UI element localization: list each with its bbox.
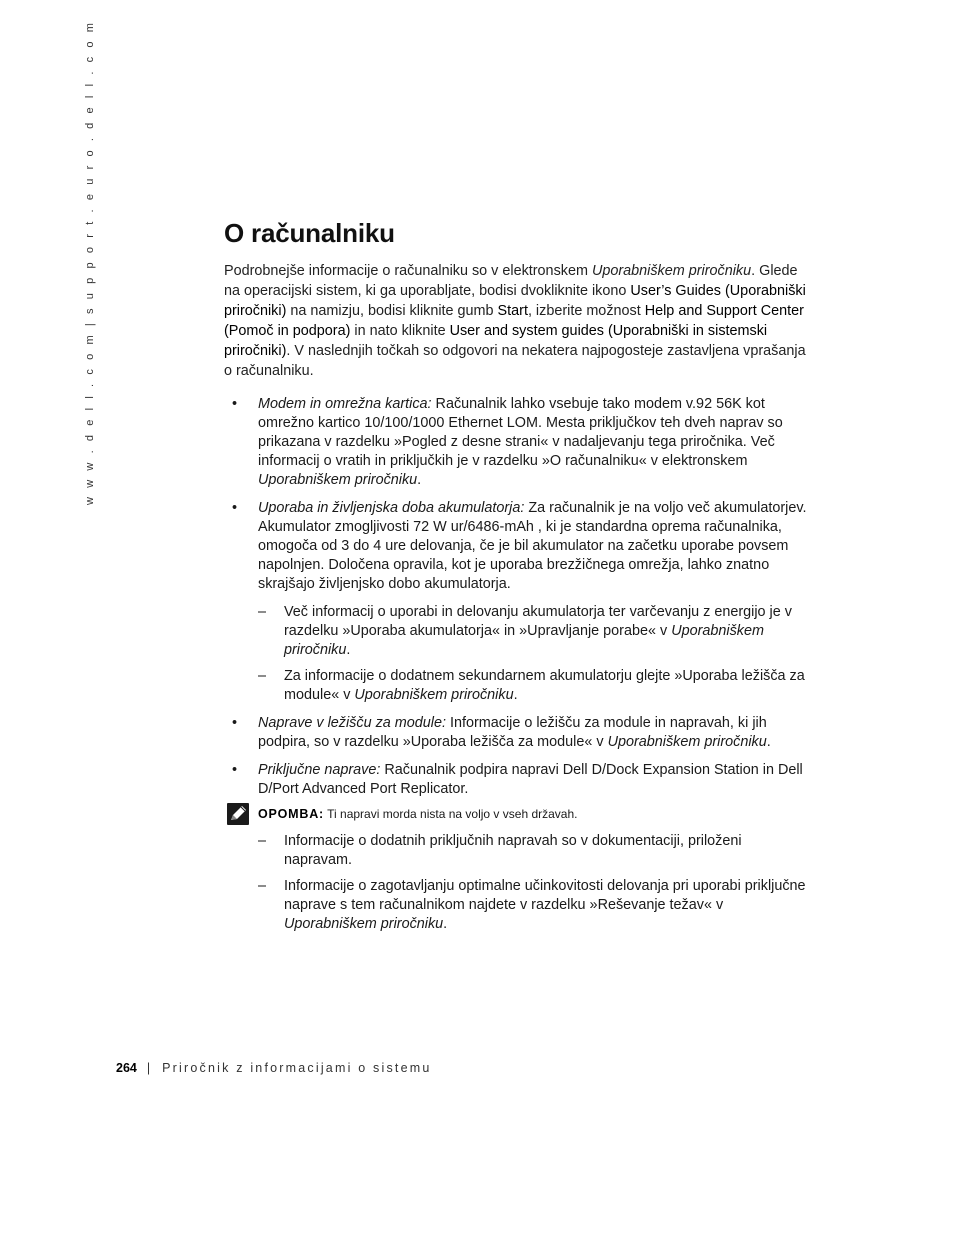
dash-mark: – xyxy=(258,878,267,894)
bullet-mark: • xyxy=(232,500,238,516)
bullet-label: Naprave v ležišču za module: xyxy=(258,715,446,731)
sub-text: Informacije o zagotavljanju optimalne učinkovitosti delovanja pri uporabi priključne naprave s tem računalnikom najdete v razdelku »Reševanje težav« v xyxy=(284,878,806,913)
list-item xyxy=(224,667,812,705)
intro-text-6: . V naslednjih točkah so odgovori na nekatera najpogosteje zastavljena vprašanja o računalniku. xyxy=(224,343,806,379)
bullet-mark: • xyxy=(232,396,238,412)
page-footer xyxy=(116,1061,432,1075)
sub-guide-title: Uporabniškem priročniku xyxy=(284,623,764,658)
dash-mark: – xyxy=(258,604,267,620)
side-url-strip xyxy=(84,19,98,505)
sub-text: Več informacij o uporabi in delovanju akumulatorja ter varčevanju z energijo je v razdelku »Uporaba akumulatorja« in »Upravljanje porabe« v xyxy=(284,604,792,639)
dash-mark: – xyxy=(258,668,267,684)
bullet-end: . xyxy=(417,472,422,488)
list-item xyxy=(224,761,812,799)
list-item xyxy=(224,603,812,660)
intro-ui-users-guides: User’s Guides (Uporabniški priročniki) xyxy=(224,283,806,319)
bullet-label: Modem in omrežna kartica: xyxy=(258,396,432,412)
sub-text: Informacije o dodatnih priključnih napravah so v dokumentaciji, priloženi napravam. xyxy=(284,833,742,868)
intro-ui-start: Start xyxy=(497,303,528,319)
intro-text-2: . Glede na operacijski sistem, ki ga uporabljate, bodisi dvokliknite ikono xyxy=(224,263,798,299)
bullet-label: Uporaba in življenjska doba akumulatorja: xyxy=(258,500,525,516)
intro-ui-user-system-guides: User and system guides (Uporabniški in sistemski priročniki) xyxy=(224,323,768,359)
intro-guide-title: Uporabniškem priročniku xyxy=(591,263,752,279)
bullet-text: Računalnik podpira napravi Dell D/Dock Expansion Station in Dell D/Port Advanced Port Replicator. xyxy=(258,762,803,797)
note-label: OPOMBA: xyxy=(258,807,325,821)
note-text: Ti napravi morda nista na voljo v vseh državah. xyxy=(324,807,578,821)
sub-text: Za informacije o dodatnem sekundarnem akumulatorju glejte »Uporaba ležišča za module« v xyxy=(284,668,805,703)
intro-text-5: in nato kliknite xyxy=(350,323,450,339)
sub-end: . xyxy=(443,916,448,932)
note-pencil-icon xyxy=(227,803,249,825)
sub-end: . xyxy=(513,687,518,703)
side-url-text: w w w . d e l l . c o m | s u p p o r t . e u r o . d e l l . c o m xyxy=(84,19,96,505)
bullet-list xyxy=(224,714,812,799)
bullet-text: Računalnik lahko vsebuje tako modem v.92 56K kot omrežno kartico 10/100/1000 Ethernet LOM. Mesta priključkov teh dveh naprav so prikazana v razdelku »Pogled z desne strani« v nadaljevanju tega priročnika. Več informacij o vratih in priključkih je v razdelku »O računalniku« v elektronskem xyxy=(258,396,783,469)
bullet-list xyxy=(224,395,812,594)
dash-list xyxy=(224,603,812,705)
bullet-text: Za računalnik je na voljo več akumulatorjev. Akumulator zmogljivosti 72 W ur/6486-mAh , ki je standardna oprema računalnika, omogoča od 3 do 4 ure delovanja, če je bil akumulator na začetku uporabe povsem napolnjen. Določena opravila, kot je uporaba brezžičnega omrežja, lahko znatno skrajšajo življenjsko dobo akumulatorja. xyxy=(258,500,807,592)
bullet-label: Priključne naprave: xyxy=(258,762,381,778)
dash-list xyxy=(224,832,812,934)
list-item xyxy=(224,395,812,490)
sub-guide-title: Uporabniškem priročniku xyxy=(354,687,514,703)
page-number: 264 xyxy=(116,1061,137,1075)
bullet-end: . xyxy=(766,734,771,750)
bullet-mark: • xyxy=(232,715,238,731)
list-item xyxy=(224,714,812,752)
list-item xyxy=(224,877,812,934)
intro-text-1: Podrobnejše informacije o računalniku so v elektronskem xyxy=(224,263,592,279)
intro-text-3: na namizju, bodisi kliknite gumb xyxy=(286,303,498,319)
footer-separator: | xyxy=(146,1061,151,1075)
sub-guide-title: Uporabniškem priročniku xyxy=(284,916,444,932)
intro-ui-help-support: Help and Support Center (Pomoč in podpora) xyxy=(224,303,804,339)
list-item xyxy=(224,832,812,870)
list-item xyxy=(224,499,812,594)
bullet-mark: • xyxy=(232,762,238,778)
bullet-text: Informacije o ležišču za module in napravah, ki jih podpira, so v razdelku »Uporaba ležišča za module« v xyxy=(258,715,767,750)
bullet-guide-title: Uporabniškem priročniku xyxy=(607,734,767,750)
page-title: O računalniku xyxy=(224,218,395,248)
sub-end: . xyxy=(346,642,351,658)
footer-title: Priročnik z informacijami o sistemu xyxy=(162,1061,432,1075)
page-content xyxy=(224,218,812,941)
dash-mark: – xyxy=(258,833,267,849)
bullet-guide-title: Uporabniškem priročniku xyxy=(258,472,418,488)
intro-paragraph xyxy=(224,261,812,381)
intro-text-4: , izberite možnost xyxy=(527,303,645,319)
note-box xyxy=(224,806,812,822)
